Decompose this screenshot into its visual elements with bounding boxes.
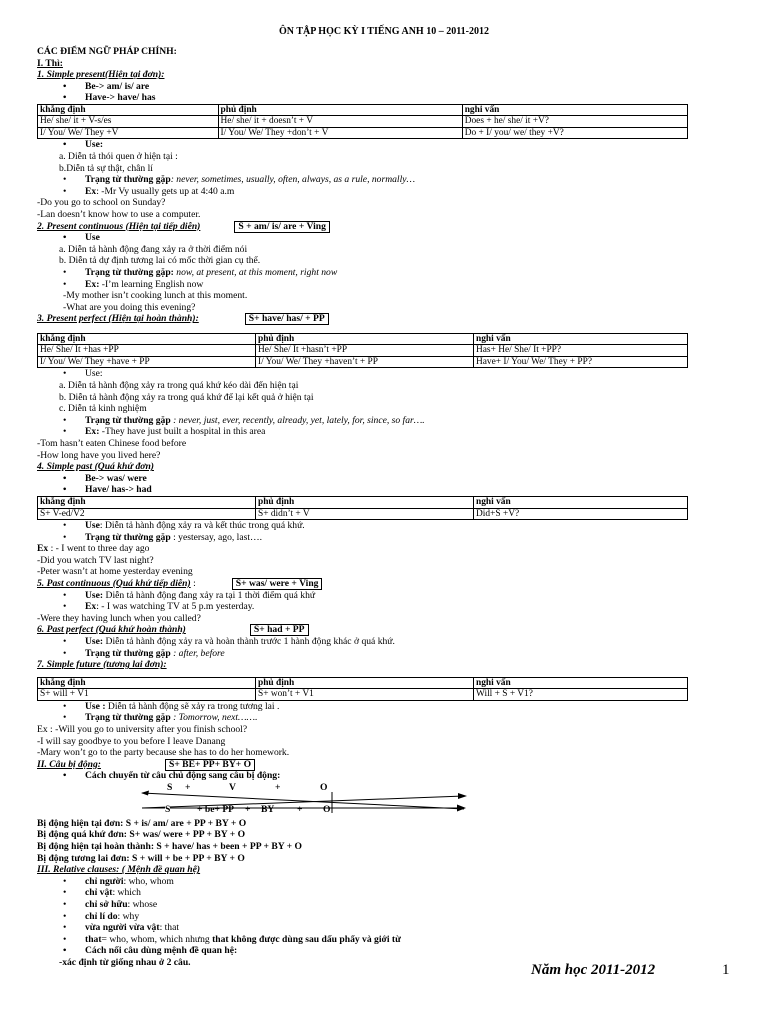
present-continuous-header (37, 221, 689, 233)
use-line (37, 520, 689, 532)
example-text: : - I was watching TV at 5 p.m yesterday. (96, 601, 255, 613)
formula-token: BY (261, 803, 275, 815)
list-item (37, 899, 689, 911)
table-header: khẳng định (38, 104, 219, 116)
page-number: 1 (722, 962, 730, 978)
definition: : which (112, 887, 141, 899)
example: -Do you go to school on Sunday? (37, 197, 166, 209)
passive-rule: Bị động hiện tại đơn: S + is/ am/ are + PP + BY + O (37, 817, 247, 829)
document-body (37, 46, 689, 969)
table-header: nghi vấn (474, 333, 688, 345)
table-cell: He/ she/ it + V-s/es (38, 116, 219, 128)
example: Ex : -Will you go to university after you finish school? (37, 723, 248, 735)
formula-box: S+ BE+ PP+ BY+ O (165, 759, 255, 771)
simple-present-title: 1. Simple present(Hiện tại đơn): (37, 69, 165, 81)
example-text: : -Mr Vy usually gets up at 4:40 a.m (96, 185, 235, 197)
list-item (37, 911, 689, 923)
table-header: phủ định (218, 104, 462, 116)
list-item (37, 887, 689, 899)
simple-past-table (37, 496, 688, 520)
colon: : (190, 577, 196, 589)
use-label: • Use: (37, 368, 689, 380)
use-line: b.Diễn tả sự thật, chân lí (59, 162, 153, 174)
formula-token: + (185, 781, 191, 793)
passive-how-to: • Cách chuyển từ câu chủ động sang câu bị động: (37, 770, 689, 782)
adverbs-label: Trạng từ thường gặp (85, 647, 171, 659)
use-line: b. Diễn tả dự định tương lai có mốc thời gian cụ thể. (59, 255, 261, 267)
table-cell: S+ V-ed/V2 (38, 508, 256, 520)
term: chỉ sở hữu (85, 899, 128, 911)
table-cell: Did+S +V? (474, 508, 688, 520)
use-line: b. Diễn tả hành động xảy ra trong quá khứ để lại kết quả ở hiện tại (59, 391, 314, 403)
example: -My mother isn’t cooking lunch at this moment. (63, 290, 248, 302)
adverbs-text: : never, sometimes, usually, often, always, as a rule, normally… (170, 174, 416, 186)
definition: : whose (127, 899, 158, 911)
passive-diagram (37, 782, 689, 818)
use-text: Diễn tả hành động xảy ra và hoàn thành trước 1 hành động khác ở quá khứ. (103, 635, 395, 647)
use-line: a. Diễn tả thói quen ở hiện tại : (59, 151, 178, 163)
use-label: • Use (37, 232, 689, 244)
simple-past-title: 4. Simple past (Quá khứ đơn) (37, 461, 154, 473)
definition: : why (117, 910, 140, 922)
formula-token: S (165, 803, 171, 815)
passive-rule: Bị động hiện tại hoàn thành: S + have/ has + been + PP + BY + O (37, 841, 303, 853)
use-line (37, 636, 689, 648)
adverbs-line (37, 648, 689, 660)
simple-present-table (37, 104, 688, 140)
example-label: Ex (37, 543, 49, 555)
term: that (85, 933, 102, 945)
table-header: phủ định (256, 497, 474, 509)
table-cell: I/ You/ We/ They +don’t + V (218, 127, 462, 139)
formula-token: O (323, 803, 331, 815)
table-cell: Will + S + V1? (474, 689, 688, 701)
example-text: -They have just built a hospital in this area (99, 426, 266, 438)
use-text: Diễn tả hành động đang xảy ra tại 1 thời điểm quá khứ (103, 589, 316, 601)
formula-token: + be+ PP (197, 803, 235, 815)
table-header: nghi vấn (462, 104, 687, 116)
table-cell: I/ You/ We/ They +V (38, 127, 219, 139)
table-cell: S+ will + V1 (38, 689, 256, 701)
use-line (37, 590, 689, 602)
example: -Peter wasn’t at home yesterday evening (37, 566, 193, 578)
table-cell: I/ You/ We/ They +haven’t + PP (256, 356, 474, 368)
list-item (37, 934, 689, 946)
definition: = who, whom, which nhưng (101, 933, 213, 945)
example-line (37, 186, 689, 198)
main-heading: CÁC ĐIỂM NGỮ PHÁP CHÍNH: (37, 46, 177, 57)
adverbs-label: Trạng từ thường gặp (85, 414, 171, 426)
adverbs-label: Trạng từ thường gặp (85, 174, 171, 186)
adverbs-label: Trạng từ thường gặp: (85, 267, 174, 278)
example-label: Ex: (85, 278, 100, 290)
use-line (37, 701, 689, 713)
present-perfect-title: 3. Present perfect (Hiện tại hoàn thành): (37, 313, 199, 325)
use-line: c. Diễn tả kinh nghiệm (59, 403, 147, 415)
example-text: -I’m learning English now (99, 278, 204, 290)
example-label: Ex (85, 185, 97, 197)
formula-token: V (229, 781, 236, 793)
formula-token: + (275, 781, 281, 793)
adverbs-text: : Tomorrow, next……. (170, 712, 258, 724)
present-continuous-title: 2. Present continuous (Hiện tại tiếp diễn) (37, 220, 201, 232)
example: -How long have you lived here? (37, 449, 161, 461)
bullet: • Be-> was/ were (37, 473, 689, 485)
formula-token: + (245, 803, 251, 815)
present-perfect-table (37, 333, 688, 369)
adverbs-line (37, 532, 689, 544)
passive-rule: Bị động tương lai đơn: S + will + be + PP + BY + O (37, 852, 245, 864)
example-line (37, 601, 689, 613)
table-cell: He/ she/ it + doesn’t + V (218, 116, 462, 128)
footer-school-year: Năm học 2011-2012 (531, 962, 656, 978)
example: -I will say goodbye to you before I leave Danang (37, 735, 226, 747)
use-line: a. Diễn tả hành động xảy ra trong quá khứ kéo dài đến hiện tại (59, 380, 299, 392)
table-cell: S+ didn’t + V (256, 508, 474, 520)
definition: : that (159, 922, 180, 934)
table-cell: Do + I/ you/ we/ they +V? (462, 127, 687, 139)
table-header: khẳng định (38, 677, 256, 689)
adverbs-line (37, 712, 689, 724)
adverbs-label: Trạng từ thường gặp (85, 531, 171, 543)
example: -Tom hasn’t eaten Chinese food before (37, 438, 187, 450)
table-header: nghi vấn (474, 677, 688, 689)
note: that không được dùng sau dấu phẩy và giới từ (212, 933, 401, 945)
adverbs-label: Trạng từ thường gặp (85, 712, 171, 724)
past-perfect-title: 6. Past perfect (Quá khứ hoàn thành) (37, 624, 186, 636)
example-text: : - I went to three day ago (48, 543, 150, 555)
table-cell: Has+ He/ She/ It +PP? (474, 345, 688, 357)
adverbs-line (37, 415, 689, 427)
use-label: Use : (85, 700, 106, 712)
use-line: a. Diễn tả hành động đang xảy ra ở thời điểm nói (59, 243, 248, 255)
bullet: • Have/ has-> had (37, 484, 689, 496)
definition: : who, whom (123, 875, 174, 887)
term: chỉ lí do (85, 910, 118, 922)
table-cell: Have+ I/ You/ We/ They + PP? (474, 356, 688, 368)
example: -What are you doing this evening? (63, 301, 196, 313)
formula-token: + (297, 803, 303, 815)
simple-future-table (37, 677, 688, 701)
table-cell: I/ You/ We/ They +have + PP (38, 356, 256, 368)
passive-rule: Bị động quá khứ đơn: S+ was/ were + PP + BY + O (37, 829, 246, 841)
bullet: • Have-> have/ has (37, 92, 689, 104)
step: -xác định từ giống nhau ở 2 câu. (59, 957, 191, 968)
example: -Were they having lunch when you called? (37, 612, 201, 624)
formula-box: S+ have/ has/ + PP (245, 313, 329, 325)
adverbs-text: : yestersay, ago, last…. (170, 531, 262, 543)
term: chỉ vật (85, 887, 113, 899)
table-cell: Does + he/ she/ it +V? (462, 116, 687, 128)
adverbs-line (37, 174, 689, 186)
table-cell: S+ won’t + V1 (256, 689, 474, 701)
list-item (37, 922, 689, 934)
example-label: Ex: (85, 426, 100, 438)
formula-token: S (167, 781, 173, 793)
formula-box: S+ had + PP (250, 624, 309, 636)
adverbs-text: now, at present, at this moment, right now (173, 267, 338, 278)
section-tenses: I. Thì: (37, 57, 63, 69)
simple-future-title: 7. Simple future (tương lai đơn): (37, 659, 167, 671)
passive-title: II. Câu bị động: (37, 758, 101, 770)
table-header: nghi vấn (474, 497, 688, 509)
table-cell: He/ She/ It +hasn’t +PP (256, 345, 474, 357)
example: -Did you watch TV last night? (37, 554, 154, 566)
table-header: phủ định (256, 333, 474, 345)
list-item (37, 876, 689, 888)
table-cell: He/ She/ It +has +PP (38, 345, 256, 357)
use-label: • Use: (37, 139, 689, 151)
present-perfect-header (37, 313, 689, 325)
relative-clauses-title: III. Relative clauses: ( Mệnh đề quan hệ) (37, 864, 201, 876)
example-line (37, 279, 689, 291)
past-continuous-header (37, 578, 689, 590)
table-header: phủ định (256, 677, 474, 689)
use-label: Use: (85, 589, 104, 601)
formula-token: O (320, 781, 328, 793)
adverbs-text: : after, before (170, 647, 225, 659)
example: -Mary won’t go to the party because she has to do her homework. (37, 747, 290, 759)
example-line (37, 543, 689, 555)
adverbs-text: : never, just, ever, recently, already, yet, lately, for, since, so far…. (170, 414, 425, 426)
use-text: : Diễn tả hành động xảy ra và kết thúc trong quá khứ. (99, 520, 305, 531)
page-title: ÔN TẬP HỌC KỲ I TIẾNG ANH 10 – 2011-2012 (279, 26, 489, 37)
table-header: khẳng định (38, 333, 256, 345)
past-continuous-title: 5. Past continuous (Quá khứ tiếp diễn) (37, 577, 191, 589)
past-perfect-header (37, 624, 689, 636)
example-label: Ex (85, 601, 97, 613)
list-item: • Cách nối câu dùng mệnh đề quan hệ: (37, 945, 689, 957)
term: vừa người vừa vật (85, 922, 160, 934)
passive-header (37, 759, 689, 771)
bullet: • Be-> am/ is/ are (37, 81, 689, 93)
formula-box: S+ was/ were + Ving (232, 578, 323, 590)
table-header: khẳng định (38, 497, 256, 509)
use-label: Use (85, 520, 100, 531)
example-line (37, 426, 689, 438)
example: -Lan doesn’t know how to use a computer. (37, 209, 201, 221)
formula-box: S + am/ is/ are + Ving (234, 221, 330, 233)
use-text: Diễn tả hành động sẽ xảy ra trong tương lai . (105, 700, 280, 712)
adverbs-line (37, 267, 689, 279)
term: chỉ người (85, 875, 124, 887)
use-label: Use: (85, 635, 104, 647)
